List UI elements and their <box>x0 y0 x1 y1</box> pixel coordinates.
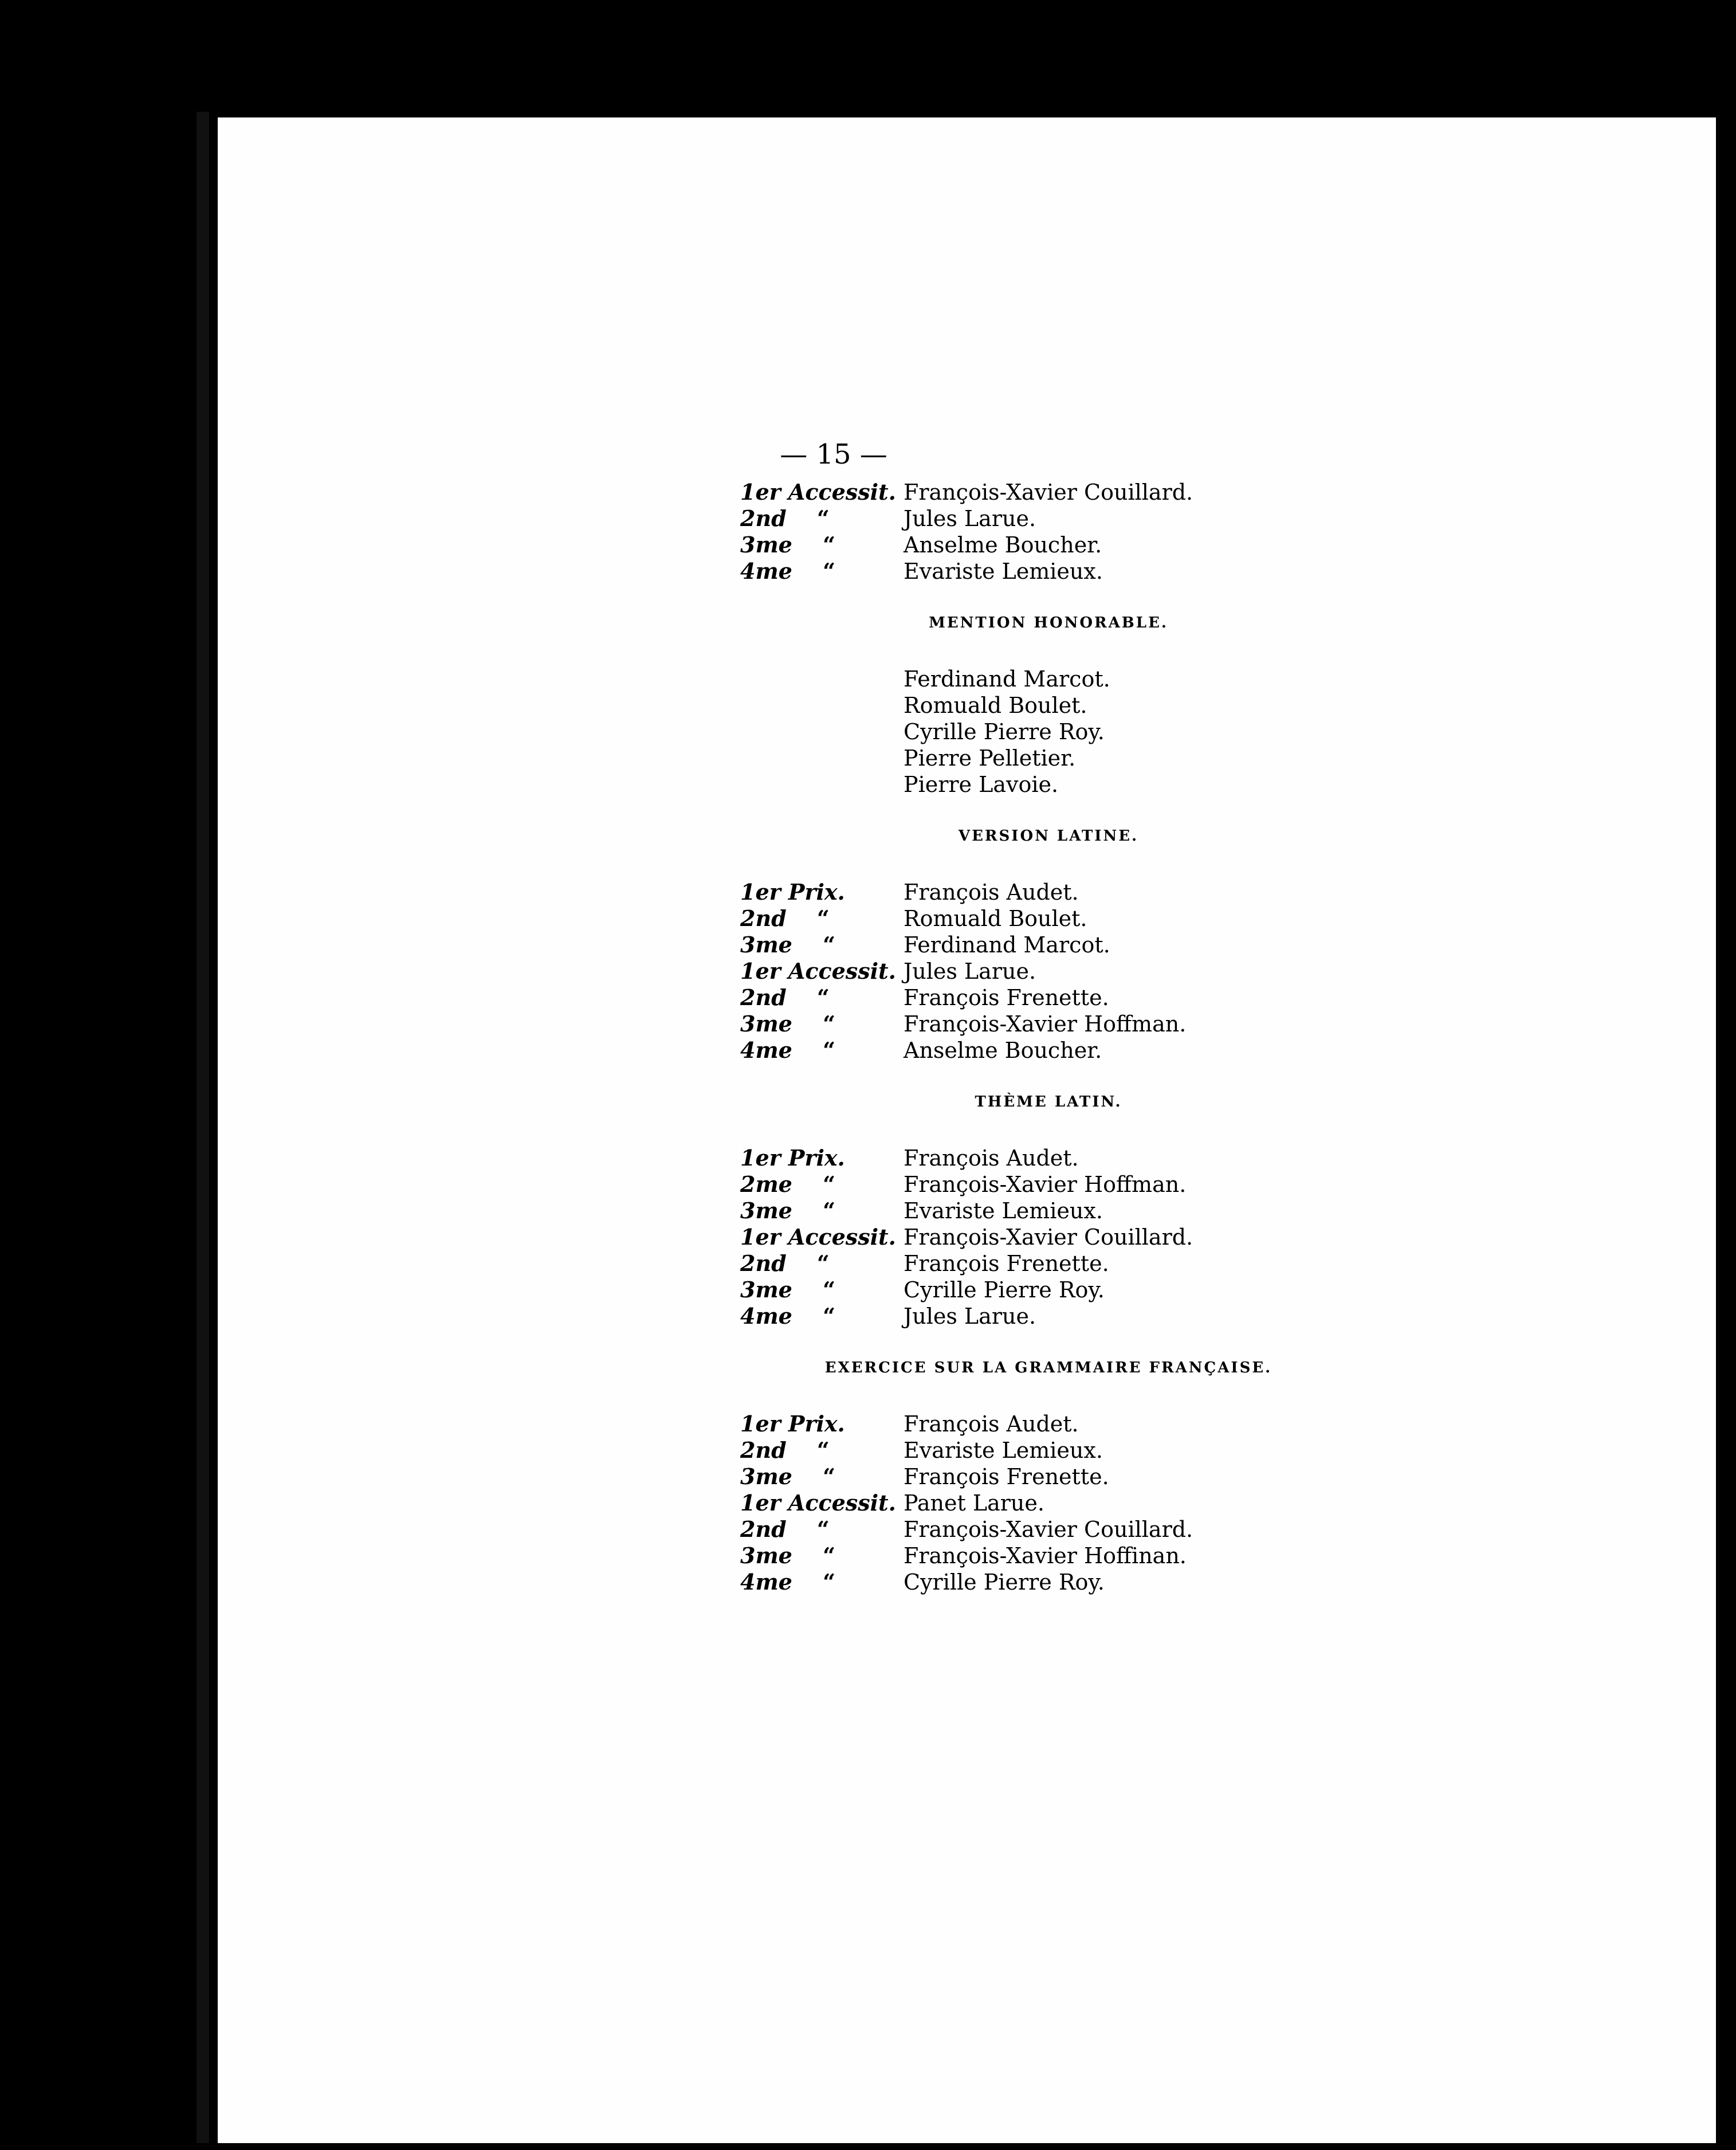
prize-row <box>516 771 1260 798</box>
student-name: François Frenette. <box>904 1251 1109 1276</box>
rank: 3me <box>740 1543 792 1568</box>
prize-row <box>516 692 1260 719</box>
prize-rank-label <box>516 1516 904 1543</box>
prize-row <box>516 1490 1260 1516</box>
rank: 3me <box>740 1011 792 1037</box>
student-name: Romuald Boulet. <box>904 693 1087 718</box>
prize-row <box>516 505 1260 532</box>
award-type: “ <box>823 1543 835 1568</box>
prize-rank-label <box>516 1037 904 1064</box>
prize-row <box>516 1543 1260 1569</box>
rank: 3me <box>740 532 792 558</box>
prize-row <box>516 1037 1260 1064</box>
student-name: Anselme Boucher. <box>904 1038 1102 1063</box>
award-type: “ <box>816 1437 830 1463</box>
rank: 4me <box>740 558 792 584</box>
prize-rank-label <box>516 1303 904 1329</box>
prize-rank-label <box>516 1490 904 1516</box>
award-type: “ <box>823 532 835 558</box>
prize-row <box>516 1569 1260 1595</box>
prize-row <box>516 666 1260 692</box>
prize-section <box>516 479 1260 584</box>
rank: 1er <box>740 1490 781 1516</box>
prize-section <box>516 584 1260 798</box>
student-name: Ferdinand Marcot. <box>904 932 1110 958</box>
prize-row <box>516 1437 1260 1464</box>
award-type: “ <box>816 905 830 931</box>
rank: 1er <box>740 958 781 984</box>
prize-rank-label <box>516 532 904 558</box>
student-name: Cyrille Pierre Roy. <box>904 719 1105 744</box>
award-type: Accessit. <box>788 1224 896 1250</box>
rank: 3me <box>740 1464 792 1489</box>
rank: 1er <box>740 879 781 905</box>
award-type: Prix. <box>788 1145 845 1171</box>
student-name: François Audet. <box>904 1145 1079 1171</box>
prize-rank-label <box>516 1250 904 1277</box>
rank: 4me <box>740 1037 792 1063</box>
student-name: Romuald Boulet. <box>904 906 1087 931</box>
rank: 2nd <box>740 1250 787 1276</box>
prize-row <box>516 1198 1260 1224</box>
award-type: Accessit. <box>788 958 896 984</box>
rank: 2nd <box>740 505 787 531</box>
student-name: Anselme Boucher. <box>904 532 1102 558</box>
award-type: Prix. <box>788 1411 845 1437</box>
prize-section <box>516 798 1260 1064</box>
student-name: Jules Larue. <box>904 959 1036 984</box>
award-type: “ <box>823 1464 835 1489</box>
prize-rank-label <box>516 719 904 745</box>
rank: 1er <box>740 1224 781 1250</box>
prize-row <box>516 1145 1260 1171</box>
rank: 2nd <box>740 905 787 931</box>
prize-row <box>516 1250 1260 1277</box>
rank: 1er <box>740 1145 781 1171</box>
prize-rank-label <box>516 1011 904 1037</box>
section-heading: EXERCICE SUR LA GRAMMAIRE FRANÇAISE. <box>824 1359 1272 1376</box>
prize-rank-label <box>516 1224 904 1250</box>
prize-rank-label <box>516 932 904 958</box>
prize-row <box>516 932 1260 958</box>
section-heading: THÈME LATIN. <box>975 1093 1122 1111</box>
student-name: Jules Larue. <box>904 1304 1036 1329</box>
prize-row <box>516 1303 1260 1329</box>
prize-row <box>516 958 1260 984</box>
rank: 3me <box>740 932 792 958</box>
student-name: Pierre Lavoie. <box>904 772 1059 797</box>
prize-rank-label <box>516 558 904 584</box>
prize-rank-label <box>516 879 904 905</box>
award-type: “ <box>823 1011 835 1037</box>
prize-rank-label <box>516 479 904 505</box>
rank: 1er <box>740 1411 781 1437</box>
prize-rank-label <box>516 771 904 798</box>
prize-rank-label <box>516 1411 904 1437</box>
prize-rank-label <box>516 1277 904 1303</box>
student-name: François-Xavier Couillard. <box>904 1517 1193 1542</box>
prize-rank-label <box>516 745 904 771</box>
rank: 2nd <box>740 1516 787 1542</box>
student-name: Ferdinand Marcot. <box>904 666 1110 692</box>
student-name: François-Xavier Couillard. <box>904 1225 1193 1250</box>
award-type: “ <box>823 1198 835 1223</box>
award-type: “ <box>823 1037 835 1063</box>
award-type: “ <box>823 1171 835 1197</box>
prize-rank-label <box>516 958 904 984</box>
prize-rank-label <box>516 984 904 1011</box>
award-type: “ <box>823 932 835 958</box>
award-type: Accessit. <box>788 1490 896 1516</box>
prize-rank-label <box>516 1198 904 1224</box>
rank: 2me <box>740 1171 792 1197</box>
prize-rank-label <box>516 905 904 932</box>
prize-row <box>516 719 1260 745</box>
prize-rank-label <box>516 1145 904 1171</box>
prize-section <box>516 1329 1272 1595</box>
award-type: “ <box>816 984 830 1010</box>
prize-row <box>516 479 1260 505</box>
prize-rank-label <box>516 1569 904 1595</box>
prize-row <box>516 1224 1260 1250</box>
prize-row <box>516 1464 1260 1490</box>
student-name: François-Xavier Couillard. <box>904 480 1193 505</box>
student-name: Evariste Lemieux. <box>904 559 1103 584</box>
section-heading: VERSION LATINE. <box>958 827 1139 845</box>
prize-row <box>516 1411 1260 1437</box>
prize-sections <box>516 479 1272 1595</box>
rank: 2nd <box>740 1437 787 1463</box>
award-type: “ <box>823 1569 835 1595</box>
prize-row <box>516 984 1260 1011</box>
prize-row <box>516 558 1260 584</box>
prize-rank-label <box>516 1543 904 1569</box>
student-name: Cyrille Pierre Roy. <box>904 1570 1105 1595</box>
prize-row <box>516 905 1260 932</box>
rank: 1er <box>740 479 781 505</box>
prize-section <box>516 1064 1260 1329</box>
award-type: “ <box>816 1516 830 1542</box>
award-type: “ <box>823 558 835 584</box>
student-name: François Frenette. <box>904 985 1109 1010</box>
prize-row <box>516 1277 1260 1303</box>
prize-row <box>516 532 1260 558</box>
award-type: Prix. <box>788 879 845 905</box>
rank: 2nd <box>740 984 787 1010</box>
prize-row <box>516 1171 1260 1198</box>
student-name: Jules Larue. <box>904 506 1036 531</box>
page-number: — 15 — <box>780 438 887 470</box>
student-name: François-Xavier Hoffman. <box>904 1172 1187 1197</box>
award-type: Accessit. <box>788 479 896 505</box>
prize-rank-label <box>516 692 904 719</box>
student-name: Evariste Lemieux. <box>904 1198 1103 1223</box>
prize-row <box>516 745 1260 771</box>
book-spine-edge <box>197 112 209 2143</box>
rank: 3me <box>740 1198 792 1223</box>
student-name: Panet Larue. <box>904 1490 1044 1516</box>
prize-rank-label <box>516 505 904 532</box>
prize-rank-label <box>516 1171 904 1198</box>
student-name: François-Xavier Hoffman. <box>904 1011 1187 1037</box>
rank: 4me <box>740 1569 792 1595</box>
student-name: François-Xavier Hoffinan. <box>904 1543 1187 1568</box>
rank: 3me <box>740 1277 792 1302</box>
student-name: Pierre Pelletier. <box>904 746 1076 771</box>
prize-rank-label <box>516 1437 904 1464</box>
rank: 4me <box>740 1303 792 1329</box>
prize-row <box>516 879 1260 905</box>
student-name: Cyrille Pierre Roy. <box>904 1277 1105 1302</box>
student-name: François Audet. <box>904 880 1079 905</box>
prize-rank-label <box>516 1464 904 1490</box>
student-name: Evariste Lemieux. <box>904 1438 1103 1463</box>
award-type: “ <box>816 505 830 531</box>
student-name: François Frenette. <box>904 1464 1109 1489</box>
student-name: François Audet. <box>904 1411 1079 1437</box>
award-type: “ <box>816 1250 830 1276</box>
award-type: “ <box>823 1277 835 1302</box>
award-type: “ <box>823 1303 835 1329</box>
page-text <box>516 430 1272 1595</box>
section-heading: MENTION HONORABLE. <box>929 614 1168 631</box>
prize-row <box>516 1516 1260 1543</box>
prize-row <box>516 1011 1260 1037</box>
prize-rank-label <box>516 666 904 692</box>
